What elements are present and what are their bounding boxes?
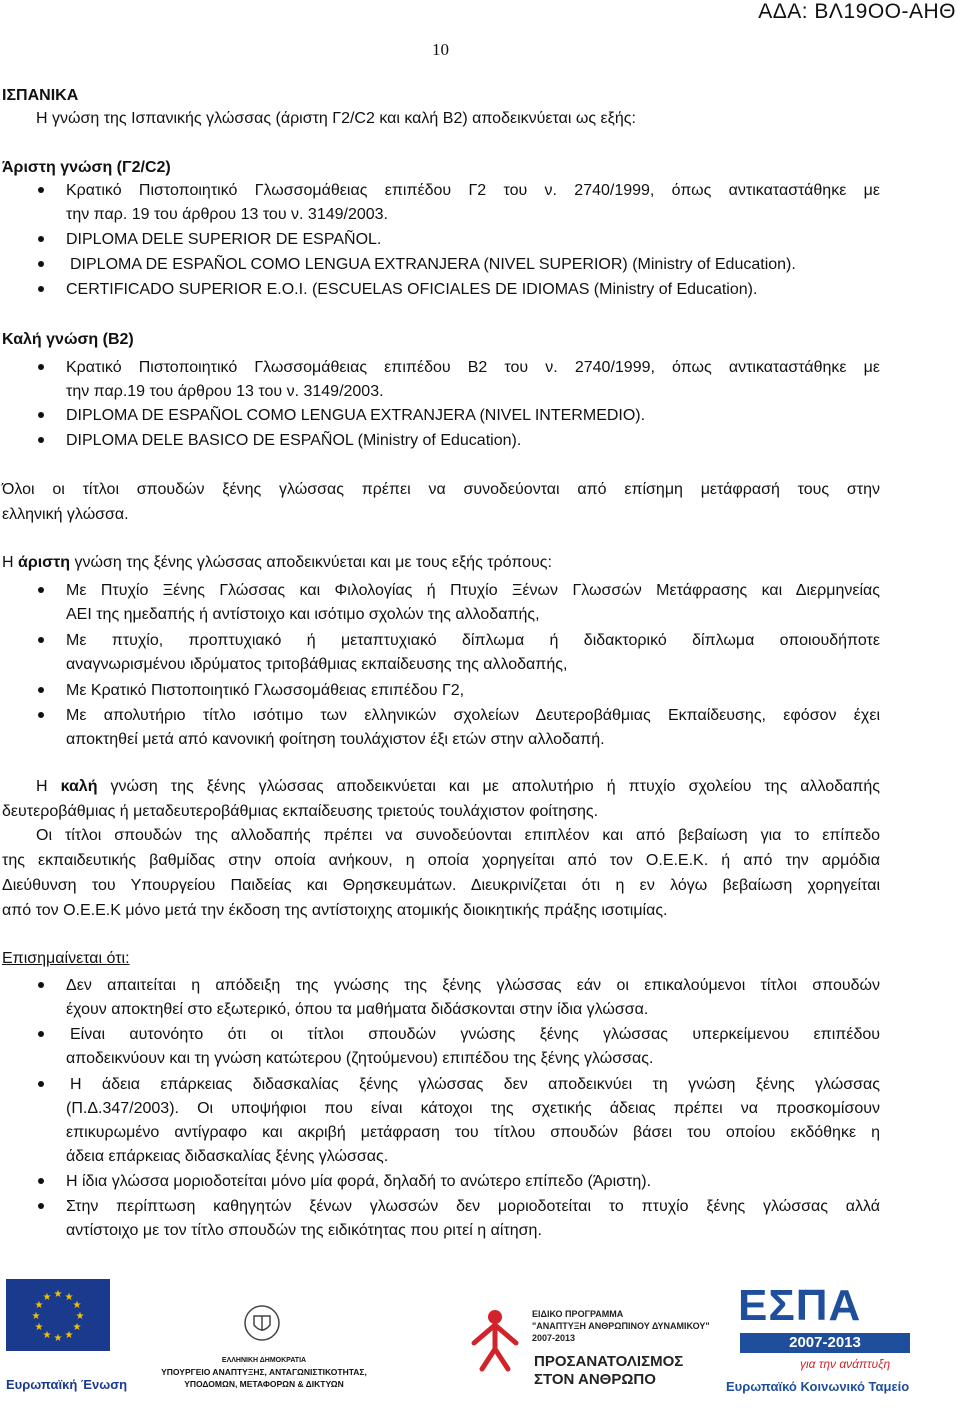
svg-text:★: ★ (64, 1330, 74, 1341)
good-proof-p2-line3: Διεύθυνση του Υπουργείου Παιδείας και Θρησκευμάτων. Διευκρινίζεται ότι η εν λόγω βεβαίωση χορηγείται (2, 877, 880, 894)
footer-logos (0, 1275, 960, 1410)
good-proof-prefix: Η (36, 778, 61, 795)
bullet-icon (38, 1081, 44, 1087)
note-2-line1: Είναι αυτονόητο ότι οι τίτλοι σπουδών γνώσης ξένης γλώσσας υπερκείμενου επιπέδου (70, 1026, 880, 1043)
bullet-icon (38, 712, 44, 718)
good-item-2: DIPLOMA DE ESPAÑOL COMO LENGUA EXTRANJERA (NIVEL INTERMEDIO). (66, 407, 646, 424)
svg-text:★: ★ (64, 1292, 74, 1303)
bullet-icon (38, 364, 44, 370)
program-line2: "ΑΝΑΠΤΥΞΗ ΑΝΘΡΩΠΙΝΟΥ ΔΥΝΑΜΙΚΟΥ" (532, 1321, 710, 1331)
excellent-proof-b4-line1: Με απολυτήριο τίτλο ισότιμο των ελληνικών σχολείων Δευτεροβάθμιας Εκπαίδευσης, εφόσον έχει (66, 707, 880, 724)
svg-text:★: ★ (72, 1322, 82, 1333)
notes-heading: Επισημαίνεται ότι: (2, 950, 130, 967)
excellent-proof-bold: άριστη (18, 554, 71, 571)
excellent-proof-b2-line1: Με πτυχίο, προπτυχιακό ή μεταπτυχιακό δίπλωμα ή διδακτορικό δίπλωμα οποιουδήποτε (66, 632, 880, 649)
note-4: Η ίδια γλώσσα μοριοδοτείται μόνο μία φορά, δηλαδή το ανώτερο επίπεδο (Άριστη). (66, 1173, 652, 1190)
bullet-icon (38, 236, 44, 242)
ministry-line1: ΥΠΟΥΡΓΕΙΟ ΑΝΑΠΤΥΞΗΣ, ΑΝΤΑΓΩΝΙΣΤΙΚΟΤΗΤΑΣ, (161, 1367, 367, 1377)
note-5-line1: Στην περίπτωση καθηγητών ξένων γλωσσών δεν μοριοδοτείται το πτυχίο ξένης γλώσσας αλλά (66, 1198, 880, 1215)
bullet-icon (38, 437, 44, 443)
bullet-icon (38, 286, 44, 292)
ada-code: ΑΔΑ: ΒΛ19ΟΟ-ΑΗΘ (758, 0, 956, 23)
good-proof-line1 (36, 776, 880, 798)
note-3-line2: (Π.Δ.347/2003). Οι υποψήφιοι που είναι κάτοχοι της σχετικής άδειας πρέπει να προσκομίσουν (66, 1100, 880, 1117)
excellent-proof-b1-line2: ΑΕΙ της ημεδαπής ή αντίστοιχο και ισότιμο σχολών της αλλοδαπής, (66, 606, 540, 623)
excellent-heading: Άριστη γνώση (Γ2/C2) (2, 159, 171, 176)
espa-label: ΕΣΠΑ (738, 1281, 862, 1330)
bullet-icon (38, 1031, 44, 1037)
svg-text:★: ★ (75, 1311, 85, 1322)
excellent-proof-prefix: Η (2, 554, 18, 571)
bullet-icon (38, 1203, 44, 1209)
svg-text:★: ★ (53, 1333, 63, 1344)
bullet-icon (38, 412, 44, 418)
excellent-proof-rest: γνώση της ξένης γλώσσας αποδεικνύεται και με τους εξής τρόπους: (70, 554, 552, 571)
good-heading: Καλή γνώση (Β2) (2, 331, 134, 348)
svg-text:★: ★ (31, 1311, 41, 1322)
good-proof-bold: καλή (60, 778, 98, 795)
good-proof-p2-line4: από τον Ο.Ε.Ε.Κ μόνο μετά την έκδοση της αντίστοιχης ατομικής διοικητικής πράξης ισοτιμίας. (2, 902, 668, 919)
svg-text:★: ★ (42, 1330, 52, 1341)
good-item-1-line1: Κρατικό Πιστοποιητικό Γλωσσομάθειας επιπέδου Β2 του ν. 2740/1999, όπως αντικαταστάθηκε με (66, 359, 880, 376)
good-item-1-line2: την παρ.19 του άρθρου 13 του ν. 3149/2003. (66, 383, 384, 400)
excellent-proof-b3: Με Κρατικό Πιστοποιητικό Γλωσσομάθειας επιπέδου Γ2, (66, 682, 465, 699)
bullet-icon (38, 187, 44, 193)
good-proof-p2-line2: της εκπαιδευτικής βαθμίδας στην οποία ανήκουν, η οποία χορηγείται από τον Ο.Ε.Ε.Κ. ή από την αρμόδια (2, 852, 880, 869)
program-line3: 2007-2013 (532, 1333, 576, 1343)
note-3-line3: επικυρωμένο αντίγραφο και ακριβή μετάφραση του τίτλου σπουδών βάσει του οποίου εκδόθηκε η (66, 1124, 880, 1141)
greek-emblem-icon (232, 1303, 292, 1345)
excellent-proof-b1-line1: Με Πτυχίο Ξένης Γλώσσας και Φιλολογίας ή Πτυχίο Ξένων Γλωσσών Μετάφρασης και Διερμηνείας (66, 582, 880, 599)
note-3-line4: άδεια επάρκειας διδασκαλίας ξένης γλώσσας. (66, 1148, 389, 1165)
program-line4: ΠΡΟΣΑΝΑΤΟΛΙΣΜΟΣ (534, 1353, 684, 1370)
excellent-item-4: CERTIFICADO SUPERIOR E.O.I. (ESCUELAS OFICIALES DE IDIOMAS (Ministry of Education). (66, 281, 758, 298)
program-figure-icon (462, 1305, 528, 1373)
page-number: 10 (432, 40, 449, 59)
excellent-proof-b4-line2: αποκτηθεί μετά από κανονική φοίτηση τουλάχιστον έξι ετών στην αλλοδαπή. (66, 731, 605, 748)
bullet-icon (38, 587, 44, 593)
svg-text:★: ★ (72, 1300, 82, 1311)
espa-years: 2007-2013 (740, 1333, 910, 1353)
note-1-line2: έχουν αποκτηθεί στο εξωτερικό, όπου τα μαθήματα διδάσκονται στην ίδια γλώσσα. (66, 1001, 649, 1018)
good-proof-line2: δευτεροβάθμιας ή μεταδευτεροβάθμιας εκπαίδευσης τριετούς τουλάχιστον φοίτησης. (2, 803, 599, 820)
excellent-item-1-line2: την παρ. 19 του άρθρου 13 του ν. 3149/2003. (66, 206, 388, 223)
note-3-line1: Η άδεια επάρκειας διδασκαλίας ξένης γλώσσας δεν αποδεικνύει τη γνώση ξένης γλώσσας (70, 1076, 880, 1093)
program-line5: ΣΤΟΝ ΑΝΘΡΩΠΟ (534, 1371, 656, 1388)
svg-text:★: ★ (34, 1300, 44, 1311)
excellent-item-2: DIPLOMA DELE SUPERIOR DE ESPAÑOL. (66, 231, 382, 248)
eu-label: Ευρωπαϊκή Ένωση (6, 1377, 128, 1392)
good-proof-p2-line1: Οι τίτλοι σπουδών της αλλοδαπής πρέπει να συνοδεύονται επιπλέον και από βεβαίωση για το επίπεδο (36, 827, 880, 844)
eu-flag-logo (6, 1279, 110, 1351)
note-2-line2: αποδεικνύουν και τη γνώση κατώτερου (ζητούμενου) επιπέδου της ξένης γλώσσας. (66, 1050, 654, 1067)
excellent-item-3: DIPLOMA DE ESPAÑOL COMO LENGUA EXTRANJERA (NIVEL SUPERIOR) (Ministry of Education). (70, 256, 796, 273)
program-line1: ΕΙΔΙΚΟ ΠΡΟΓΡΑΜΜΑ (532, 1309, 624, 1319)
good-proof-rest: γνώση της ξένης γλώσσας αποδεικνύεται και με απολυτήριο ή πτυχίο σχολείου της αλλοδαπής (97, 778, 880, 795)
bullet-icon (38, 982, 44, 988)
translation-note-line1: Όλοι οι τίτλοι σπουδών ξένης γλώσσας πρέπει να συνοδεύονται από επίσημη μετάφρασή τους στην (2, 481, 880, 498)
bullet-icon (38, 687, 44, 693)
svg-text:★: ★ (42, 1292, 52, 1303)
svg-text:★: ★ (34, 1322, 44, 1333)
bullet-icon (38, 637, 44, 643)
espa-tagline: για την ανάπτυξη (800, 1357, 891, 1371)
excellent-item-1-line1: Κρατικό Πιστοποιητικό Γλωσσομάθειας επιπέδου Γ2 του ν. 2740/1999, όπως αντικαταστάθηκε με (66, 182, 880, 199)
translation-note-line2: ελληνική γλώσσα. (2, 506, 129, 523)
note-1-line1: Δεν απαιτείται η απόδειξη της γνώσης της ξένης γλώσσας εάν οι επικαλούμενοι τίτλοι σπουδών (66, 977, 880, 994)
good-item-3: DIPLOMA DELE BASICO DE ESPAÑOL (Ministry of Education). (66, 432, 522, 449)
excellent-proof-intro (2, 552, 552, 574)
intro-text: Η γνώση της Ισπανικής γλώσσας (άριστη Γ2/C2 και καλή Β2) αποδεικνύεται ως εξής: (36, 110, 636, 127)
bullet-icon (38, 1178, 44, 1184)
svg-text:★: ★ (53, 1289, 63, 1300)
excellent-proof-b2-line2: αναγνωρισμένου ιδρύματος τριτοβάθμιας εκπαίδευσης της αλλοδαπής, (66, 656, 568, 673)
ministry-line2: ΥΠΟΔΟΜΩΝ, ΜΕΤΑΦΟΡΩΝ & ΔΙΚΤΥΩΝ (184, 1379, 344, 1389)
republic-label: ΕΛΛΗΝΙΚΗ ΔΗΜΟΚΡΑΤΙΑ (221, 1357, 307, 1364)
note-5-line2: αντίστοιχο με τον τίτλο σπουδών της ειδικότητας που ριτεί η αίτηση. (66, 1222, 542, 1239)
bullet-icon (38, 261, 44, 267)
section-title: ΙΣΠΑΝΙΚΑ (2, 87, 79, 104)
social-fund-label: Ευρωπαϊκό Κοινωνικό Ταμείο (726, 1379, 910, 1394)
eu-stars-icon (6, 1279, 110, 1351)
